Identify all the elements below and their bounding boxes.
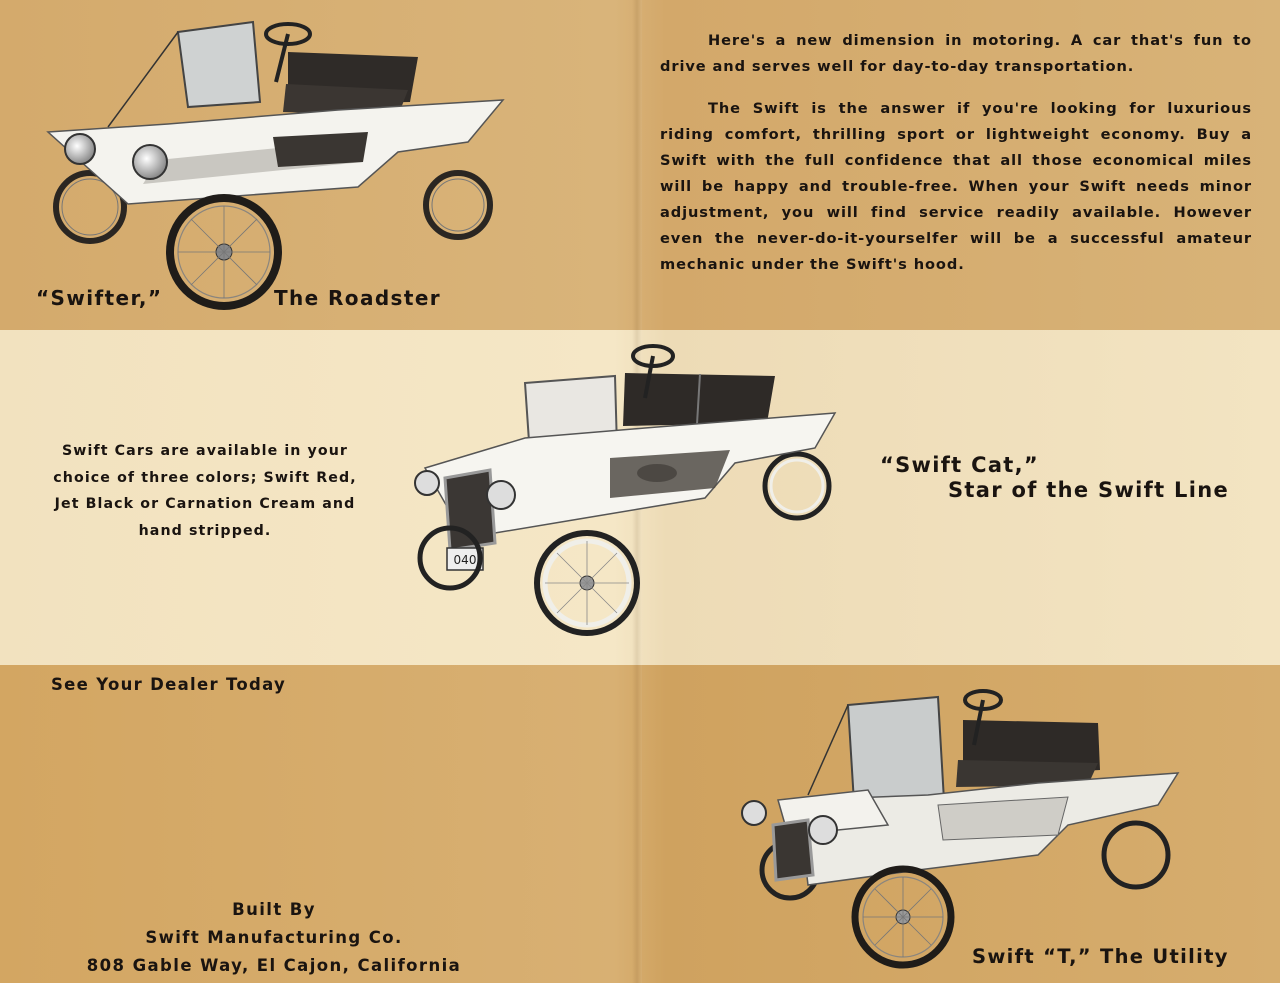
license-plate: 040 <box>453 553 477 567</box>
roadster-name: “Swifter,” <box>36 286 163 310</box>
swift-cat-car-photo <box>405 338 845 638</box>
utility-caption: Swift “T,” The Utility <box>972 945 1229 968</box>
swift-t-utility-car-photo <box>738 685 1188 975</box>
intro-paragraph-2: The Swift is the answer if you're looking for luxurious riding comfort, thrilling sport or lightweight economy. Buy a Swift with the full confidence that all those economical miles will be happy and trouble-free. When your Swift needs minor adjustment, you will find service readily available. However even the never-do-it-yourselfer will be a successful amateur mechanic under the Swift's hood. <box>660 100 1252 273</box>
intro-copy <box>660 28 1252 294</box>
built-by-label: Built By <box>232 900 316 919</box>
roadster-subtitle: The Roadster <box>274 286 442 310</box>
roadster-car-photo <box>38 12 508 317</box>
swift-cat-name: “Swift Cat,” <box>880 453 1040 477</box>
swift-cat-subtitle: Star of the Swift Line <box>948 478 1229 502</box>
color-options-text: Swift Cars are available in your choice of three colors; Swift Red, Jet Black or Carnation Cream and hand stripped. <box>53 443 357 539</box>
builder-address <box>30 896 518 980</box>
intro-paragraph-1: Here's a new dimension in motoring. A car that's fun to drive and serves well for day-to-day transportation. <box>660 32 1252 75</box>
dealer-callout: See Your Dealer Today <box>51 675 287 694</box>
builder-address-line: 808 Gable Way, El Cajon, California <box>86 956 462 975</box>
builder-name: Swift Manufacturing Co. <box>145 928 403 947</box>
